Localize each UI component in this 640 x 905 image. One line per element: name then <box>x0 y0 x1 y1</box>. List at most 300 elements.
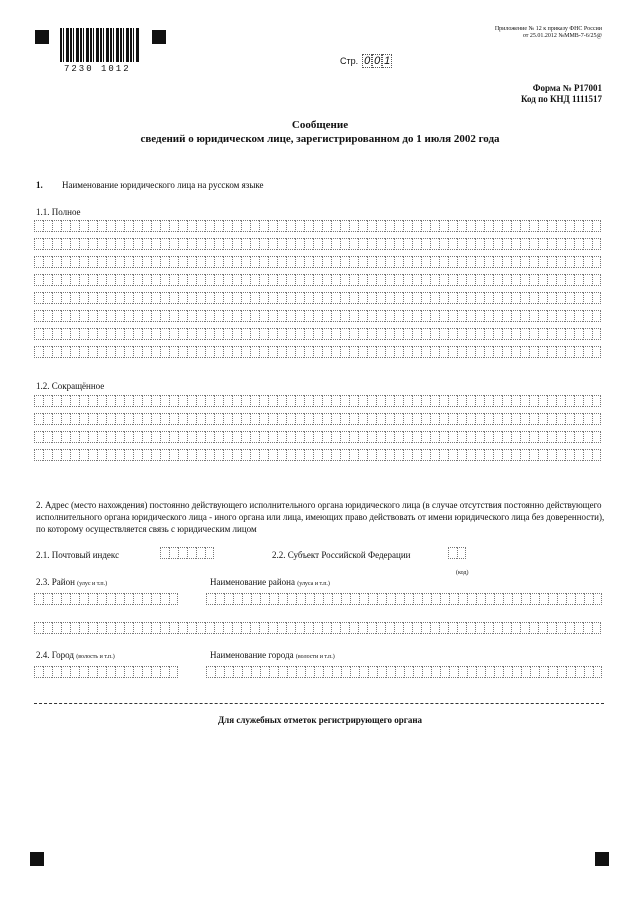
char-cell[interactable] <box>178 220 187 232</box>
char-cell[interactable] <box>530 593 539 605</box>
char-cell[interactable] <box>151 328 160 340</box>
char-cell[interactable] <box>304 220 313 232</box>
char-cell[interactable] <box>475 328 484 340</box>
char-cell[interactable] <box>412 395 421 407</box>
char-cell[interactable] <box>97 274 106 286</box>
char-cell[interactable] <box>251 666 260 678</box>
char-cell[interactable] <box>133 292 142 304</box>
char-cell[interactable] <box>403 274 412 286</box>
char-cell[interactable] <box>34 666 43 678</box>
char-cell[interactable] <box>250 292 259 304</box>
char-cell[interactable] <box>106 346 115 358</box>
char-cell[interactable] <box>583 395 592 407</box>
char-cell[interactable] <box>583 431 592 443</box>
char-cell[interactable] <box>97 256 106 268</box>
page-digit[interactable]: 0 <box>364 55 371 67</box>
char-cell[interactable] <box>565 238 574 250</box>
char-cell[interactable] <box>439 292 448 304</box>
char-cell[interactable] <box>304 346 313 358</box>
char-cell[interactable] <box>574 274 583 286</box>
char-cell[interactable] <box>493 328 502 340</box>
char-cell[interactable] <box>286 292 295 304</box>
char-cell[interactable] <box>250 431 259 443</box>
char-cell[interactable] <box>475 274 484 286</box>
char-cell[interactable] <box>61 220 70 232</box>
char-cell[interactable] <box>115 310 124 322</box>
char-cell[interactable] <box>376 328 385 340</box>
char-cell[interactable] <box>574 310 583 322</box>
char-cell[interactable] <box>421 238 430 250</box>
char-cell[interactable] <box>106 328 115 340</box>
char-cell[interactable] <box>61 666 70 678</box>
char-cell[interactable] <box>187 431 196 443</box>
char-cell[interactable] <box>251 593 260 605</box>
char-cell[interactable] <box>268 328 277 340</box>
char-cell[interactable] <box>574 395 583 407</box>
char-cell[interactable] <box>322 395 331 407</box>
char-cell[interactable] <box>223 292 232 304</box>
char-cell[interactable] <box>592 622 601 634</box>
char-cell[interactable] <box>169 395 178 407</box>
char-cell[interactable] <box>520 238 529 250</box>
char-cell[interactable] <box>223 220 232 232</box>
char-cell[interactable] <box>430 346 439 358</box>
char-cell[interactable] <box>547 413 556 425</box>
char-cell[interactable] <box>529 395 538 407</box>
char-cell[interactable] <box>160 431 169 443</box>
char-cell[interactable] <box>511 395 520 407</box>
char-cell[interactable] <box>286 256 295 268</box>
char-cell[interactable] <box>394 328 403 340</box>
char-cell[interactable] <box>250 310 259 322</box>
char-cell[interactable] <box>214 292 223 304</box>
char-cell[interactable] <box>268 292 277 304</box>
char-cell[interactable] <box>169 328 178 340</box>
char-cell[interactable] <box>412 310 421 322</box>
char-cell[interactable] <box>412 256 421 268</box>
char-cell[interactable] <box>259 274 268 286</box>
char-cell[interactable] <box>34 256 43 268</box>
char-cell[interactable] <box>449 666 458 678</box>
char-cell[interactable] <box>511 449 520 461</box>
char-cell[interactable] <box>61 413 70 425</box>
char-cell[interactable] <box>466 431 475 443</box>
char-cell[interactable] <box>592 395 601 407</box>
char-cell[interactable] <box>529 220 538 232</box>
char-cell[interactable] <box>214 328 223 340</box>
char-cell[interactable] <box>439 220 448 232</box>
char-cell[interactable] <box>250 328 259 340</box>
char-cell[interactable] <box>574 346 583 358</box>
char-cell[interactable] <box>124 431 133 443</box>
char-cell[interactable] <box>151 666 160 678</box>
char-cell[interactable] <box>115 413 124 425</box>
char-cell[interactable] <box>583 449 592 461</box>
char-cell[interactable] <box>502 413 511 425</box>
char-cell[interactable] <box>34 310 43 322</box>
char-cell[interactable] <box>349 622 358 634</box>
char-cell[interactable] <box>61 292 70 304</box>
char-cell[interactable] <box>88 256 97 268</box>
char-cell[interactable] <box>187 328 196 340</box>
char-cell[interactable] <box>583 292 592 304</box>
char-cell[interactable] <box>521 666 530 678</box>
char-cell[interactable] <box>196 310 205 322</box>
char-cell[interactable] <box>367 449 376 461</box>
char-cell[interactable] <box>394 413 403 425</box>
char-cell[interactable] <box>241 274 250 286</box>
char-cell[interactable] <box>350 593 359 605</box>
char-cell[interactable] <box>421 310 430 322</box>
char-cell[interactable] <box>286 622 295 634</box>
char-cell[interactable] <box>430 413 439 425</box>
char-cell[interactable] <box>547 256 556 268</box>
char-cell[interactable] <box>142 395 151 407</box>
char-cell[interactable] <box>538 220 547 232</box>
char-cell[interactable] <box>205 346 214 358</box>
char-cell[interactable] <box>403 310 412 322</box>
char-cell[interactable] <box>475 413 484 425</box>
char-cell[interactable] <box>493 413 502 425</box>
char-cell[interactable] <box>178 547 187 559</box>
char-cell[interactable] <box>34 449 43 461</box>
char-cell[interactable] <box>331 346 340 358</box>
char-cell[interactable] <box>403 292 412 304</box>
char-cell[interactable] <box>403 256 412 268</box>
char-cell[interactable] <box>169 593 178 605</box>
char-cell[interactable] <box>232 256 241 268</box>
char-cell[interactable] <box>79 256 88 268</box>
char-cell[interactable] <box>259 310 268 322</box>
char-cell[interactable] <box>475 292 484 304</box>
char-cell[interactable] <box>583 622 592 634</box>
char-cell[interactable] <box>268 310 277 322</box>
char-cell[interactable] <box>169 292 178 304</box>
char-cell[interactable] <box>313 346 322 358</box>
char-cell[interactable] <box>142 413 151 425</box>
char-cell[interactable] <box>277 256 286 268</box>
char-cell[interactable] <box>566 593 575 605</box>
char-cell[interactable] <box>592 413 601 425</box>
char-cell[interactable] <box>358 395 367 407</box>
char-cell[interactable] <box>448 256 457 268</box>
char-cell[interactable] <box>457 449 466 461</box>
char-cell[interactable] <box>97 666 106 678</box>
char-cell[interactable] <box>403 328 412 340</box>
char-cell[interactable] <box>223 274 232 286</box>
char-cell[interactable] <box>178 449 187 461</box>
char-cell[interactable] <box>196 622 205 634</box>
char-cell[interactable] <box>88 220 97 232</box>
char-cell[interactable] <box>368 666 377 678</box>
char-cell[interactable] <box>133 395 142 407</box>
char-cell[interactable] <box>233 666 242 678</box>
char-cell[interactable] <box>556 238 565 250</box>
char-cell[interactable] <box>277 622 286 634</box>
char-cell[interactable] <box>79 346 88 358</box>
char-cell[interactable] <box>232 292 241 304</box>
char-cell[interactable] <box>232 328 241 340</box>
char-cell[interactable] <box>457 413 466 425</box>
char-cell[interactable] <box>386 666 395 678</box>
char-cell[interactable] <box>574 328 583 340</box>
char-cell[interactable] <box>539 593 548 605</box>
char-cell[interactable] <box>223 622 232 634</box>
char-cell[interactable] <box>259 622 268 634</box>
char-cell[interactable] <box>304 431 313 443</box>
char-cell[interactable] <box>61 346 70 358</box>
char-cell[interactable] <box>260 593 269 605</box>
char-cell[interactable] <box>539 666 548 678</box>
char-cell[interactable] <box>322 413 331 425</box>
char-cell[interactable] <box>295 413 304 425</box>
char-cell[interactable] <box>350 666 359 678</box>
char-cell[interactable] <box>565 256 574 268</box>
char-cell[interactable] <box>34 431 43 443</box>
char-cell[interactable] <box>97 413 106 425</box>
char-cell[interactable] <box>547 395 556 407</box>
char-cell[interactable] <box>376 238 385 250</box>
char-cell[interactable] <box>142 274 151 286</box>
char-cell[interactable] <box>484 220 493 232</box>
char-cell[interactable] <box>97 310 106 322</box>
char-cell[interactable] <box>412 449 421 461</box>
char-cell[interactable] <box>566 666 575 678</box>
char-cell[interactable] <box>520 395 529 407</box>
char-cell[interactable] <box>169 256 178 268</box>
char-cell[interactable] <box>70 449 79 461</box>
char-cell[interactable] <box>340 256 349 268</box>
char-cell[interactable] <box>187 256 196 268</box>
char-cell[interactable] <box>358 220 367 232</box>
char-cell[interactable] <box>340 622 349 634</box>
char-cell[interactable] <box>367 622 376 634</box>
char-cell[interactable] <box>430 395 439 407</box>
char-cell[interactable] <box>413 666 422 678</box>
char-cell[interactable] <box>232 274 241 286</box>
char-cell[interactable] <box>304 449 313 461</box>
char-cell[interactable] <box>385 622 394 634</box>
char-cell[interactable] <box>133 274 142 286</box>
char-cell[interactable] <box>313 413 322 425</box>
char-cell[interactable] <box>277 220 286 232</box>
char-cell[interactable] <box>538 413 547 425</box>
char-cell[interactable] <box>359 666 368 678</box>
char-cell[interactable] <box>439 328 448 340</box>
char-cell[interactable] <box>43 310 52 322</box>
char-cell[interactable] <box>61 449 70 461</box>
char-cell[interactable] <box>322 220 331 232</box>
char-cell[interactable] <box>376 292 385 304</box>
char-cell[interactable] <box>565 310 574 322</box>
char-cell[interactable] <box>493 346 502 358</box>
char-cell[interactable] <box>178 310 187 322</box>
char-cell[interactable] <box>457 395 466 407</box>
char-cell[interactable] <box>547 346 556 358</box>
char-cell[interactable] <box>493 395 502 407</box>
char-cell[interactable] <box>115 256 124 268</box>
char-cell[interactable] <box>385 431 394 443</box>
char-cell[interactable] <box>376 310 385 322</box>
char-cell[interactable] <box>520 220 529 232</box>
char-cell[interactable] <box>412 292 421 304</box>
char-cell[interactable] <box>52 328 61 340</box>
char-cell[interactable] <box>484 238 493 250</box>
char-cell[interactable] <box>349 292 358 304</box>
char-cell[interactable] <box>565 274 574 286</box>
char-cell[interactable] <box>430 431 439 443</box>
char-cell[interactable] <box>592 431 601 443</box>
char-cell[interactable] <box>556 449 565 461</box>
char-cell[interactable] <box>466 449 475 461</box>
char-cell[interactable] <box>583 328 592 340</box>
char-cell[interactable] <box>457 547 466 559</box>
char-cell[interactable] <box>322 346 331 358</box>
char-cell[interactable] <box>376 220 385 232</box>
char-cell[interactable] <box>313 449 322 461</box>
char-cell[interactable] <box>88 292 97 304</box>
char-cell[interactable] <box>133 310 142 322</box>
char-cell[interactable] <box>205 395 214 407</box>
char-cell[interactable] <box>160 328 169 340</box>
char-cell[interactable] <box>160 622 169 634</box>
char-cell[interactable] <box>520 256 529 268</box>
char-cell[interactable] <box>142 431 151 443</box>
char-cell[interactable] <box>538 431 547 443</box>
char-cell[interactable] <box>593 666 602 678</box>
char-cell[interactable] <box>547 274 556 286</box>
char-cell[interactable] <box>394 622 403 634</box>
char-cell[interactable] <box>286 220 295 232</box>
char-cell[interactable] <box>106 449 115 461</box>
char-cell[interactable] <box>467 593 476 605</box>
char-cell[interactable] <box>394 292 403 304</box>
char-cell[interactable] <box>403 622 412 634</box>
char-cell[interactable] <box>124 593 133 605</box>
char-cell[interactable] <box>340 292 349 304</box>
char-cell[interactable] <box>422 666 431 678</box>
char-cell[interactable] <box>403 346 412 358</box>
char-cell[interactable] <box>323 593 332 605</box>
char-cell[interactable] <box>196 220 205 232</box>
char-cell[interactable] <box>214 431 223 443</box>
char-cell[interactable] <box>340 310 349 322</box>
char-cell[interactable] <box>503 666 512 678</box>
char-cell[interactable] <box>196 413 205 425</box>
char-cell[interactable] <box>385 256 394 268</box>
char-cell[interactable] <box>538 256 547 268</box>
char-cell[interactable] <box>349 431 358 443</box>
char-cell[interactable] <box>574 238 583 250</box>
char-cell[interactable] <box>431 593 440 605</box>
char-cell[interactable] <box>223 238 232 250</box>
char-cell[interactable] <box>466 292 475 304</box>
char-cell[interactable] <box>241 292 250 304</box>
char-cell[interactable] <box>79 395 88 407</box>
char-cell[interactable] <box>88 622 97 634</box>
char-cell[interactable] <box>205 310 214 322</box>
char-cell[interactable] <box>520 310 529 322</box>
char-cell[interactable] <box>277 328 286 340</box>
char-cell[interactable] <box>259 256 268 268</box>
char-cell[interactable] <box>241 220 250 232</box>
char-cell[interactable] <box>466 220 475 232</box>
char-cell[interactable] <box>115 666 124 678</box>
char-cell[interactable] <box>97 395 106 407</box>
char-cell[interactable] <box>475 395 484 407</box>
char-cell[interactable] <box>70 431 79 443</box>
char-cell[interactable] <box>43 292 52 304</box>
char-cell[interactable] <box>259 346 268 358</box>
char-cell[interactable] <box>322 256 331 268</box>
char-cell[interactable] <box>385 238 394 250</box>
char-cell[interactable] <box>583 274 592 286</box>
char-cell[interactable] <box>187 274 196 286</box>
char-cell[interactable] <box>43 238 52 250</box>
char-cell[interactable] <box>439 256 448 268</box>
char-cell[interactable] <box>331 431 340 443</box>
char-cell[interactable] <box>268 274 277 286</box>
char-cell[interactable] <box>439 431 448 443</box>
char-cell[interactable] <box>43 413 52 425</box>
char-cell[interactable] <box>421 220 430 232</box>
char-cell[interactable] <box>385 395 394 407</box>
full-name-grid[interactable] <box>34 220 601 358</box>
char-cell[interactable] <box>556 328 565 340</box>
char-cell[interactable] <box>133 449 142 461</box>
char-cell[interactable] <box>394 449 403 461</box>
char-cell[interactable] <box>565 431 574 443</box>
char-cell[interactable] <box>124 256 133 268</box>
char-cell[interactable] <box>70 413 79 425</box>
char-cell[interactable] <box>115 328 124 340</box>
char-cell[interactable] <box>448 310 457 322</box>
char-cell[interactable] <box>385 310 394 322</box>
char-cell[interactable] <box>115 431 124 443</box>
char-cell[interactable] <box>394 395 403 407</box>
char-cell[interactable] <box>520 622 529 634</box>
char-cell[interactable] <box>332 593 341 605</box>
char-cell[interactable] <box>412 622 421 634</box>
char-cell[interactable] <box>322 292 331 304</box>
char-cell[interactable] <box>583 220 592 232</box>
char-cell[interactable] <box>232 346 241 358</box>
char-cell[interactable] <box>403 413 412 425</box>
char-cell[interactable] <box>61 256 70 268</box>
char-cell[interactable] <box>214 622 223 634</box>
char-cell[interactable] <box>178 622 187 634</box>
char-cell[interactable] <box>367 346 376 358</box>
char-cell[interactable] <box>556 395 565 407</box>
char-cell[interactable] <box>215 593 224 605</box>
char-cell[interactable] <box>34 220 43 232</box>
char-cell[interactable] <box>358 292 367 304</box>
char-cell[interactable] <box>547 310 556 322</box>
char-cell[interactable] <box>151 413 160 425</box>
char-cell[interactable] <box>196 547 205 559</box>
char-cell[interactable] <box>421 292 430 304</box>
char-cell[interactable] <box>88 431 97 443</box>
char-cell[interactable] <box>439 238 448 250</box>
char-cell[interactable] <box>268 238 277 250</box>
char-cell[interactable] <box>88 328 97 340</box>
char-cell[interactable] <box>224 666 233 678</box>
char-cell[interactable] <box>556 274 565 286</box>
char-cell[interactable] <box>286 238 295 250</box>
char-cell[interactable] <box>151 593 160 605</box>
char-cell[interactable] <box>286 413 295 425</box>
char-cell[interactable] <box>295 274 304 286</box>
